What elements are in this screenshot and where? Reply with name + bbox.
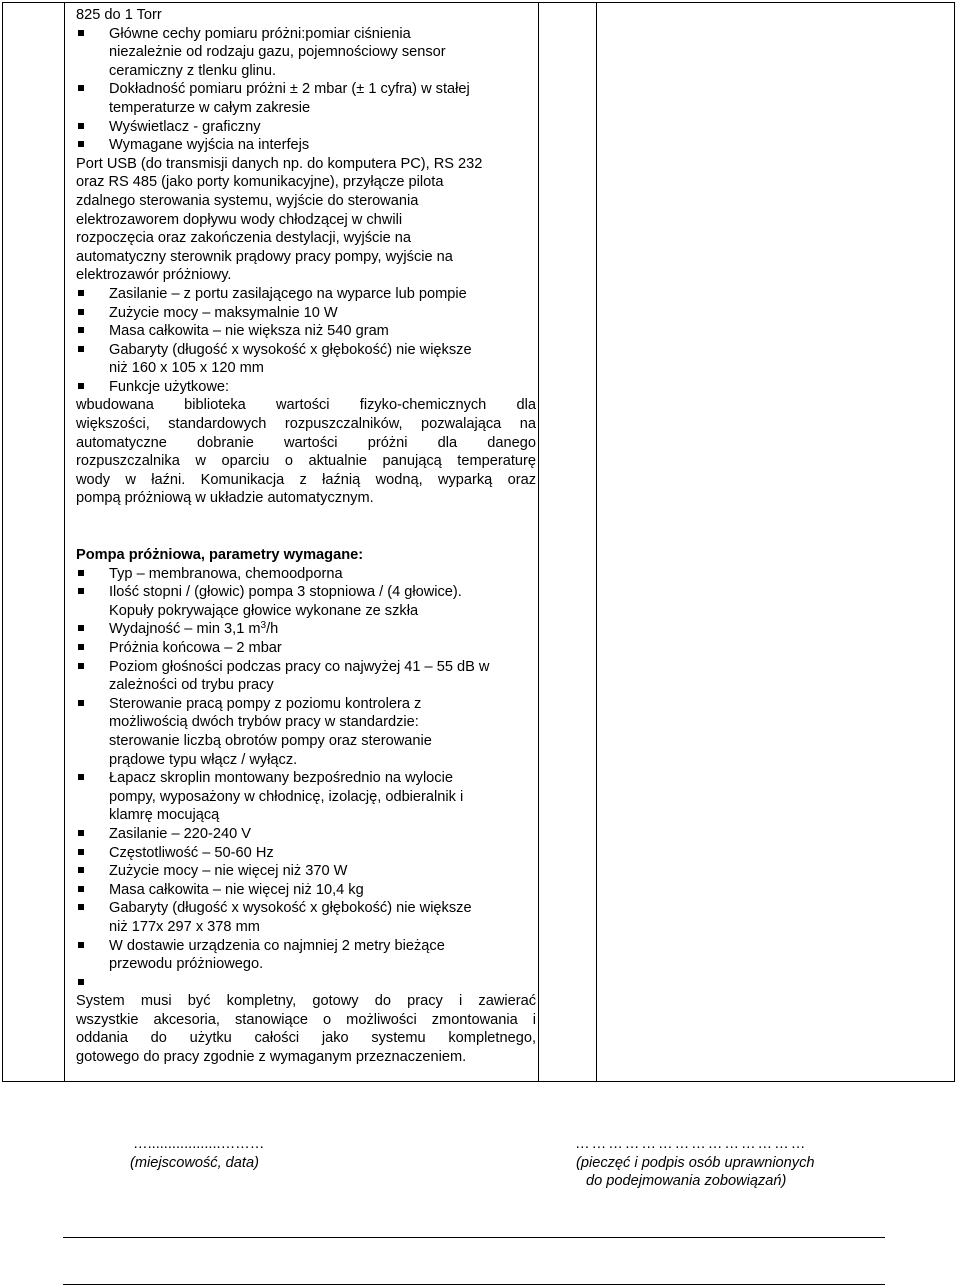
text-line: Wyświetlacz - graficzny (109, 118, 261, 135)
specification-text-cell (76, 6, 536, 1067)
bullet-item (76, 80, 536, 99)
text-line: automatyczne dobranie wartości próżni dla danego (76, 434, 536, 451)
text-line: zdalnego sterowania systemu, wyjście do sterowania (76, 192, 419, 209)
text-line: prądowe typu włącz / wyłącz. (109, 751, 298, 768)
text-line: elektrozawór próżniowy. (76, 267, 232, 284)
text-line: Zasilanie – z portu zasilającego na wyparce lub pompie (109, 285, 467, 302)
text-line: Ilość stopni / (głowic) pompa 3 stopniowa / (4 głowice). (109, 584, 462, 601)
text-line: automatyczny sterownik prądowy pracy pompy, wyjście na (76, 248, 453, 265)
text-line: Funkcje użytkowe: (109, 378, 230, 395)
bullet-item (76, 620, 536, 639)
text-line: rozpoczęcia oraz zakończenia destylacji, wyjście na (76, 230, 412, 247)
text-line: niezależnie od rodzaju gazu, pojemnościowy sensor (109, 44, 446, 61)
bullet-item (76, 844, 536, 863)
table-column-divider (596, 3, 597, 1081)
text-line: Zużycie mocy – maksymalnie 10 W (109, 304, 338, 321)
text-line: Poziom głośności podczas pracy co najwyżej 41 – 55 dB w (109, 658, 490, 675)
text-line: W dostawie urządzenia co najmniej 2 metry bieżące (109, 937, 445, 954)
bullet-item (76, 583, 536, 602)
text-line: zależności od trybu pracy (109, 677, 274, 694)
text-line: temperaturze w całym zakresie (109, 99, 311, 116)
text-line: wody w łaźni. Komunikacja z łaźnią wodną, wyparką oraz (76, 471, 536, 488)
text-line: wszystkie akcesoria, stanowiące o możliwości zmontowania i (76, 1011, 536, 1028)
text-line: Masa całkowita – nie większa niż 540 gram (109, 323, 389, 340)
text-line: elektrozaworem dopływu wody chłodzącej w chwili (76, 211, 403, 228)
text-line: oraz RS 485 (jako porty komunikacyjne), przyłącze pilota (76, 174, 444, 191)
bullet-item (76, 825, 536, 844)
text-line: /h (266, 621, 279, 638)
bullet-item (76, 862, 536, 881)
signature-label-line-1: (pieczęć i podpis osób uprawnionych (576, 1155, 815, 1171)
bullet-item (76, 769, 536, 788)
text-line: niż 160 x 105 x 120 mm (109, 360, 264, 377)
text-line: Gabaryty (długość x wysokość x głębokość) nie większe (109, 341, 472, 358)
signature-label-line-2: do podejmowania zobowiązań) (586, 1173, 787, 1189)
bullet-item (76, 899, 536, 918)
superscript: 3 (260, 620, 267, 632)
bullet-item (76, 304, 536, 323)
text-line: sterowanie liczbą obrotów pompy oraz sterowanie (109, 732, 432, 749)
text-line: Próżnia końcowa – 2 mbar (109, 640, 282, 656)
text-line: Wymagane wyjścia na interfejs (109, 137, 310, 154)
table-column-divider (64, 3, 65, 1081)
horizontal-rule (63, 1284, 885, 1285)
text-line: 825 do 1 Torr (76, 7, 162, 23)
signature-dots-left: …..................……… (133, 1136, 265, 1152)
text-line: gotowego do pracy zgodnie z wymaganym przeznaczeniem. (76, 1049, 467, 1066)
bullet-item (76, 937, 536, 956)
table-column-divider (538, 3, 539, 1081)
text-line: klamrę mocującą (109, 807, 220, 824)
text-line: Częstotliwość – 50-60 Hz (109, 844, 274, 861)
empty-bullet-item (76, 974, 536, 993)
place-date-label: (miejscowość, data) (130, 1155, 259, 1171)
bullet-item (76, 341, 536, 360)
bullet-item (76, 136, 536, 155)
bullet-item (76, 118, 536, 137)
text-line: Wydajność – min 3,1 m (109, 621, 261, 638)
horizontal-rule (63, 1237, 885, 1238)
text-line: większości, standardowych rozpuszczalników, pozwalająca na (76, 416, 536, 433)
text-line: Dokładność pomiaru próżni ± 2 mbar (± 1 cyfra) w stałej (109, 81, 470, 98)
text-line: możliwością dwóch trybów pracy w standardzie: (109, 714, 419, 731)
text-line: niż 177x 297 x 378 mm (109, 918, 260, 935)
bullet-item (76, 565, 536, 584)
text-line: wbudowana biblioteka wartości fizyko-chemicznych dla (76, 397, 536, 414)
text-line: rozpuszczalnika w oparciu o aktualnie panującą temperaturę (76, 453, 536, 470)
bullet-item (76, 658, 536, 677)
bullet-item (76, 378, 536, 397)
text-line: pompy, wyposażony w chłodnicę, izolację, odbieralnik i (109, 788, 464, 805)
bullet-item (76, 25, 536, 44)
text-line: Port USB (do transmisji danych np. do komputera PC), RS 232 (76, 155, 483, 172)
text-line: przewodu próżniowego. (109, 956, 264, 973)
text-line: Zużycie mocy – nie więcej niż 370 W (109, 863, 348, 880)
bullet-item (76, 695, 536, 714)
text-line: System musi być kompletny, gotowy do pracy i zawierać (76, 993, 536, 1010)
section-heading: Pompa próżniowa, parametry wymagane: (76, 547, 364, 564)
text-line: Zasilanie – 220-240 V (109, 825, 251, 842)
text-line: Kopuły pokrywające głowice wykonane ze szkła (109, 602, 419, 619)
text-line: Łapacz skroplin montowany bezpośrednio na wylocie (109, 770, 453, 787)
bullet-item (76, 881, 536, 900)
text-line: Gabaryty (długość x wysokość x głębokość) nie większe (109, 900, 472, 917)
text-line: pompą próżniową w układzie automatycznym. (76, 490, 374, 507)
text-line: oddania do użytku całości jako systemu kompletnego, (76, 1030, 536, 1047)
bullet-item (76, 285, 536, 304)
bullet-item (76, 639, 536, 658)
text-line: Sterowanie pracą pompy z poziomu kontrolera z (109, 695, 422, 712)
bullet-item (76, 322, 536, 341)
specification-table (2, 2, 955, 1082)
text-line: Główne cechy pomiaru próżni:pomiar ciśnienia (109, 25, 411, 42)
signature-dots-right: …………………………………… (575, 1136, 808, 1152)
text-line: Typ – membranowa, chemoodporna (109, 565, 343, 582)
text-line: Masa całkowita – nie więcej niż 10,4 kg (109, 881, 364, 898)
text-line: ceramiczny z tlenku glinu. (109, 62, 277, 79)
